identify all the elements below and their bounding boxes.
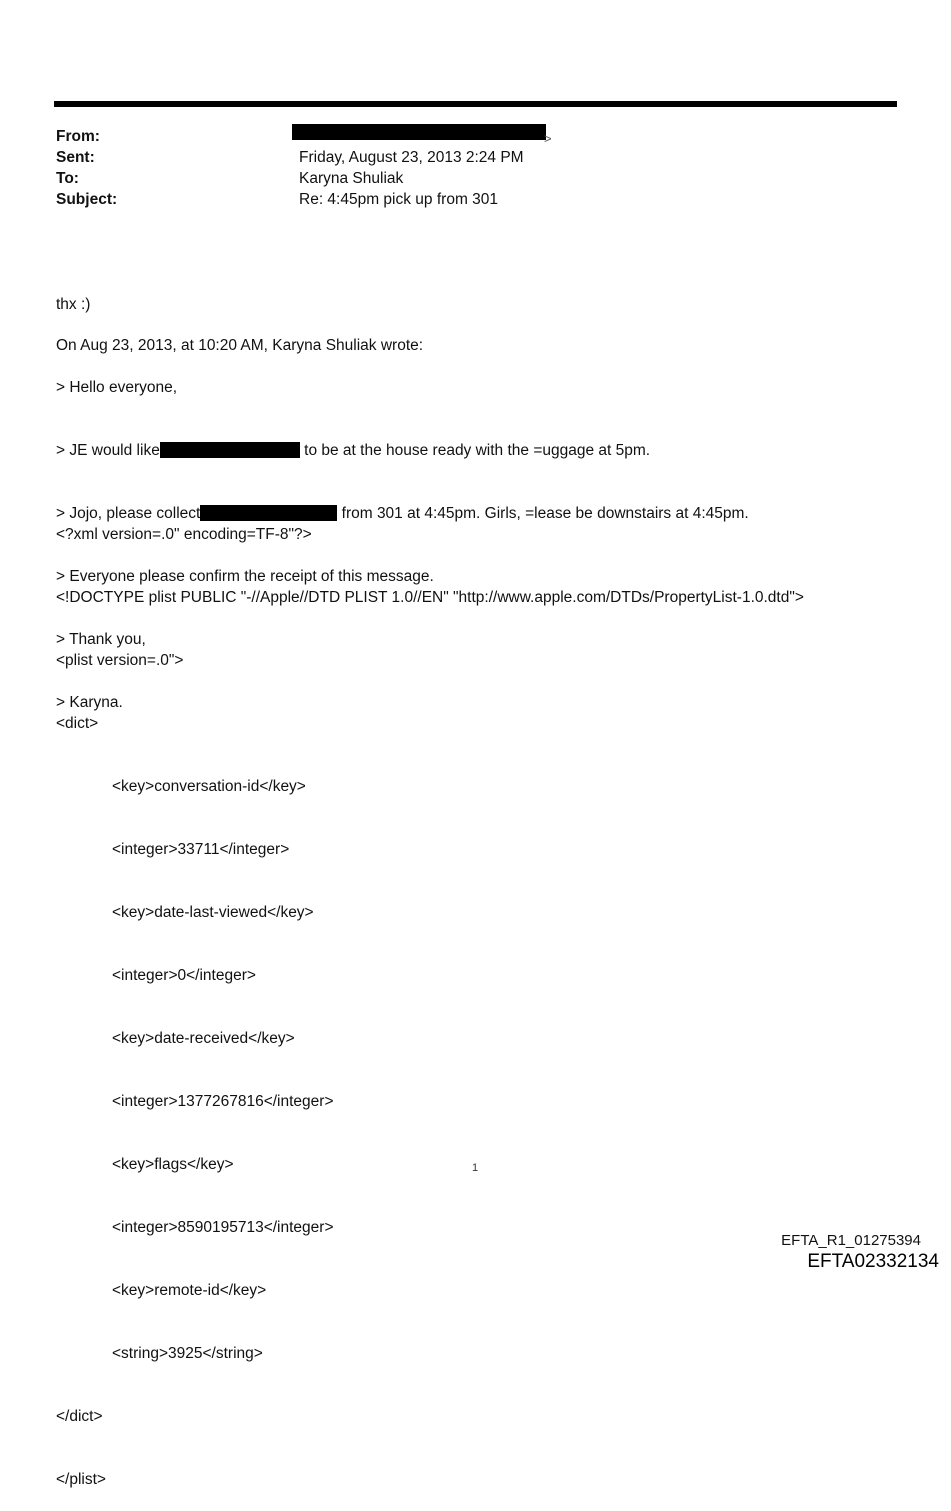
plist-block <box>56 482 804 1511</box>
to-value: Karyna Shuliak <box>299 170 404 187</box>
quoted-line-3-pre: > Jojo, please collect <box>56 505 201 522</box>
xml-doctype: <!DOCTYPE plist PUBLIC "-//Apple//DTD PLIST 1.0//EN" "http://www.apple.com/DTDs/PropertyList-1.0.dtd"> <box>56 589 804 606</box>
plist-open: <plist version=.0"> <box>56 652 184 669</box>
subject-value: Re: 4:45pm pick up from 301 <box>299 191 499 208</box>
plist-entry: <key>date-received</key> <box>112 1030 295 1047</box>
plist-entry: <key>date-last-viewed</key> <box>112 904 314 921</box>
dict-open: <dict> <box>56 715 99 732</box>
reply-line: thx :) <box>56 296 91 313</box>
plist-entry: <string>3925</string> <box>112 1345 263 1362</box>
quoted-line-6: > Karyna. <box>56 694 123 711</box>
page-number: 1 <box>472 1162 479 1174</box>
quoted-line-4: > Everyone please confirm the receipt of this message. <box>56 568 434 585</box>
plist-entry: <integer>33711</integer> <box>112 841 290 858</box>
subject-label: Subject: <box>56 191 118 208</box>
plist-close: </plist> <box>56 1471 106 1488</box>
quoted-line-5: > Thank you, <box>56 631 146 648</box>
plist-entry: <integer>8590195713</integer> <box>112 1219 334 1236</box>
bates-number-secondary: EFTA02332134 <box>807 1251 939 1272</box>
sent-label: Sent: <box>56 149 95 166</box>
plist-entry: <key>conversation-id</key> <box>112 778 306 795</box>
quoted-line-2-pre: > JE would like <box>56 442 160 459</box>
xml-declaration: <?xml version=.0" encoding=TF-8"?> <box>56 526 312 543</box>
quote-intro-line: On Aug 23, 2013, at 10:20 AM, Karyna Shuliak wrote: <box>56 337 424 354</box>
quoted-line-1: > Hello everyone, <box>56 379 178 396</box>
sent-value: Friday, August 23, 2013 2:24 PM <box>299 149 524 166</box>
quoted-line-2-post: to be at the house ready with the =uggage at 5pm. <box>299 442 651 459</box>
from-tail-glyph: > <box>544 131 552 146</box>
bates-number-primary: EFTA_R1_01275394 <box>781 1232 921 1249</box>
plist-entry: <key>flags</key> <box>112 1156 234 1173</box>
from-redaction <box>292 124 546 140</box>
quoted-line-3-post: from 301 at 4:45pm. Girls, =lease be downstairs at 4:45pm. <box>337 505 749 522</box>
redaction-names <box>160 442 300 458</box>
header-rule <box>54 101 897 107</box>
plist-entry: <integer>1377267816</integer> <box>112 1093 334 1110</box>
dict-close: </dict> <box>56 1408 103 1425</box>
plist-entry: <integer>0</integer> <box>112 967 256 984</box>
from-label: From: <box>56 128 100 145</box>
to-label: To: <box>56 170 79 187</box>
plist-entry: <key>remote-id</key> <box>112 1282 267 1299</box>
quoted-line-2 <box>56 440 749 461</box>
